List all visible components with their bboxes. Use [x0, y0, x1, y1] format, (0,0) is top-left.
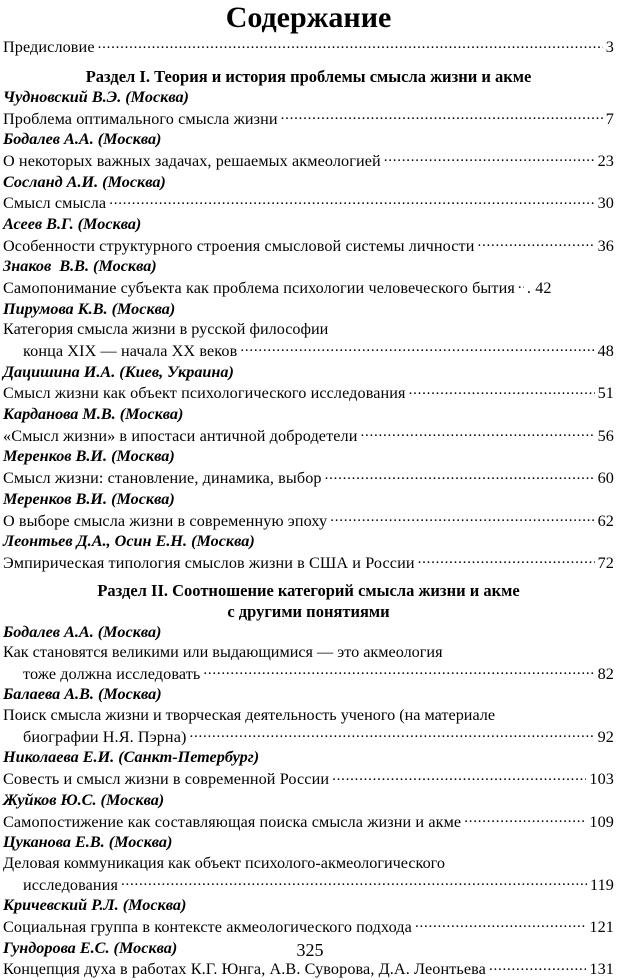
leader-dots — [409, 382, 595, 398]
toc-entry[interactable] — [3, 382, 614, 404]
entry-title: Эмпирическая типология смыслов жизни в США и России — [3, 553, 415, 572]
entry-title-line1: Деловая коммуникация как объект психолого-акмеологического — [3, 853, 445, 872]
leader-dots — [518, 277, 524, 293]
entry-author: Пирумова К.В. (Москва) — [3, 299, 176, 318]
entry-title: биографии Н.Я. Пэрна) — [23, 727, 187, 746]
entry-page: 51 — [597, 384, 614, 403]
entry-page: 103 — [589, 770, 614, 789]
entry-title: Самопостижение как составляющая поиска смысла жизни и акме — [3, 812, 462, 831]
entry-page: 82 — [597, 664, 614, 683]
entry-title: Социальная группа в контексте акмеологического подхода — [3, 917, 412, 936]
entry-author: Цуканова Е.В. (Москва) — [3, 833, 173, 852]
toc-entry[interactable] — [3, 107, 614, 129]
entry-author: Дацишина И.А. (Киев, Украина) — [3, 362, 234, 381]
leader-dots — [325, 467, 595, 483]
leader-dots — [415, 916, 586, 932]
entry-page: 62 — [597, 511, 614, 530]
entry-author: Меренков В.И. (Москва) — [3, 489, 175, 508]
entry-title-line1: Категория смысла жизни в русской философии — [3, 320, 329, 339]
entry-author: Жуйков Ю.С. (Москва) — [3, 790, 165, 809]
entry-title: конца XIX — начала XX веков — [23, 342, 238, 361]
toc-entry-preface[interactable] — [3, 36, 614, 58]
entry-page: 48 — [597, 342, 614, 361]
leader-dots — [418, 552, 595, 568]
toc-entry[interactable] — [3, 467, 614, 489]
entry-page: 109 — [589, 812, 614, 831]
leader-dots — [330, 509, 594, 525]
entry-page: 7 — [605, 109, 614, 128]
section-heading-2-line2: с другими понятиями — [227, 601, 390, 621]
entry-title: «Смысл жизни» в ипостаси античной добродетели — [3, 426, 358, 445]
leader-dots — [109, 192, 594, 208]
leader-dots — [121, 873, 587, 889]
entry-title: Особенности структурного строения смысловой системы личности — [3, 236, 475, 255]
entry-author: Гундорова Е.С. (Москва) — [3, 938, 178, 957]
entry-author: Бодалев А.А. (Москва) — [3, 130, 162, 149]
entry-page: 131 — [589, 960, 614, 979]
entry-page: 60 — [597, 469, 614, 488]
entry-author: Карданова М.В. (Москва) — [3, 405, 184, 423]
section-heading-2: Раздел II. Соотношение категорий смысла жизни и акме — [97, 580, 520, 600]
entry-author: Сосланд А.И. (Москва) — [3, 172, 166, 191]
toc-entry[interactable] — [3, 150, 614, 172]
entry-author: Бодалев А.А. (Москва) — [3, 622, 162, 641]
toc-entry[interactable] — [3, 663, 614, 685]
entry-title: тоже должна исследовать — [23, 664, 201, 683]
toc-entry[interactable] — [3, 726, 614, 748]
entry-page: . 42 — [526, 279, 552, 298]
entry-title: Смысл жизни: становление, динамика, выбор — [3, 469, 322, 488]
toc-entry[interactable] — [3, 277, 614, 299]
entry-title: О некоторых важных задачах, решаемых акмеологией — [3, 151, 381, 170]
entry-author: Чудновский В.Э. (Москва) — [3, 87, 189, 106]
entry-author: Леонтьев Д.А., Осин Е.Н. (Москва) — [3, 532, 255, 551]
entry-author: Николаева Е.И. (Санкт-Петербург) — [3, 748, 260, 767]
leader-dots — [240, 340, 594, 356]
entry-title-line1: Как становятся великими или выдающимися — это акмеология — [3, 643, 443, 662]
leader-dots — [360, 425, 594, 441]
entry-author: Меренков В.И. (Москва) — [3, 447, 175, 466]
leader-dots — [478, 235, 595, 251]
entry-page: 23 — [597, 151, 614, 170]
page-number: 325 — [296, 940, 324, 960]
entry-page: 30 — [597, 194, 614, 213]
entry-title: Предисловие — [3, 38, 95, 57]
table-of-contents — [3, 36, 614, 980]
toc-entry[interactable] — [3, 810, 614, 832]
toc-entry[interactable] — [3, 425, 614, 447]
toc-entry[interactable] — [3, 873, 614, 895]
entry-page: 56 — [597, 426, 614, 445]
entry-title: О выборе смысла жизни в современную эпоху — [3, 511, 328, 530]
entry-page: 121 — [589, 917, 614, 936]
leader-dots — [203, 663, 594, 679]
entry-title: Смысл жизни как объект психологического исследования — [3, 384, 406, 403]
toc-entry[interactable] — [3, 768, 614, 790]
entry-title: Проблема оптимального смысла жизни — [3, 109, 278, 128]
entry-page: 72 — [597, 553, 614, 572]
entry-title: исследования — [23, 875, 118, 894]
toc-entry[interactable] — [3, 509, 614, 531]
entry-author: Асеев В.Г. (Москва) — [3, 214, 142, 233]
entry-author: Кричевский Р.Л. (Москва) — [3, 896, 187, 915]
entry-page: 92 — [597, 727, 614, 746]
entry-author: Знаков В.В. (Москва) — [3, 257, 157, 276]
leader-dots — [189, 726, 594, 742]
leader-dots — [281, 107, 603, 123]
entry-page: 36 — [597, 236, 614, 255]
leader-dots — [384, 150, 595, 166]
page-title: Содержание — [225, 1, 392, 34]
entry-author: Балаева А.В. (Москва) — [3, 685, 162, 704]
toc-entry[interactable] — [3, 552, 614, 574]
entry-title: Смысл смысла — [3, 194, 107, 213]
toc-entry[interactable] — [3, 340, 614, 362]
toc-entry[interactable] — [3, 958, 614, 980]
toc-entry[interactable] — [3, 192, 614, 214]
toc-entry[interactable] — [3, 235, 614, 257]
section-heading-1: Раздел I. Теория и история проблемы смысла жизни и акме — [85, 66, 532, 86]
leader-dots — [98, 36, 603, 52]
toc-entry[interactable] — [3, 916, 614, 938]
entry-title: Концепция духа в работах К.Г. Юнга, А.В. Суворова, Д.А. Леонтьева — [3, 960, 486, 979]
entry-title-line1: Поиск смысла жизни и творческая деятельность ученого (на материале — [3, 706, 496, 725]
entry-page: 3 — [605, 38, 614, 57]
entry-title: Совесть и смысл жизни в современной России — [3, 770, 330, 789]
leader-dots — [332, 768, 586, 784]
entry-page: 119 — [590, 875, 614, 894]
entry-title: Самопонимание субъекта как проблема психологии человеческого бытия — [3, 279, 515, 298]
leader-dots — [464, 810, 586, 826]
